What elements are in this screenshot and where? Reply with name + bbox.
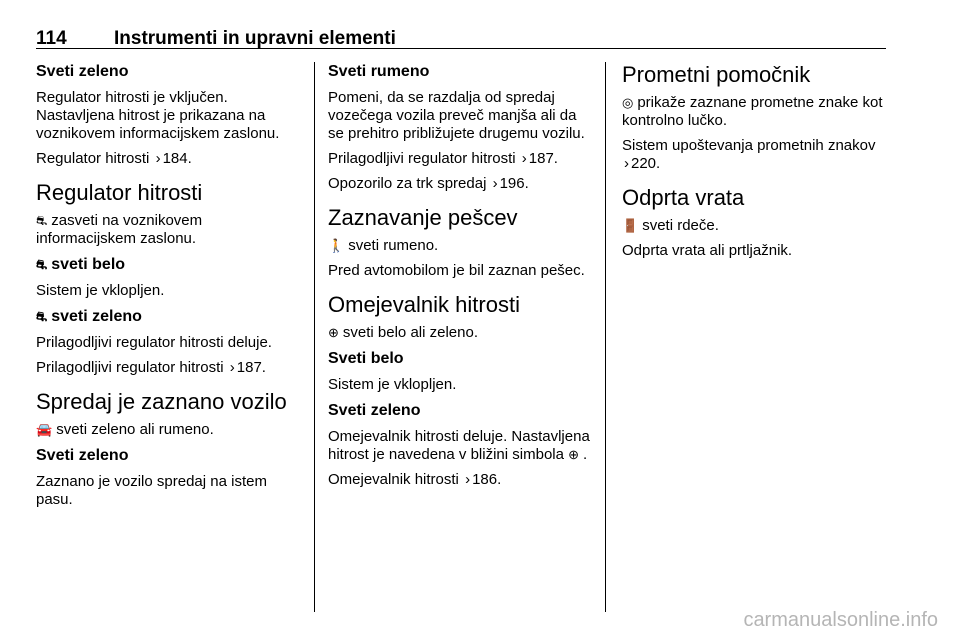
paragraph: Omejevalnik hitrosti deluje. Nastavljena hitrost je navedena v bližini simbola ⊕ . [328,428,590,463]
paragraph: Prilagodljivi regulator hitrosti deluje. [36,334,272,351]
paragraph: Zaznano je vozilo spredaj na istem pasu. [36,473,267,508]
traffic-sign-icon: ◎ [622,95,634,110]
paragraph: Opozorilo za trk spredaj › 196. [328,175,529,192]
paragraph: Sistem upoštevanja prometnih znakov › 220. [622,137,876,172]
reference-arrow-icon: › [155,150,161,167]
section-heading: Sveti belo [328,350,404,367]
watermark: carmanualsonline.info [743,609,938,631]
paragraph: Regulator hitrosti je vključen. Nastavljena hitrost je prikazana na voznikovem informacijskem zaslonu. [36,89,280,142]
paragraph: Pomeni, da se razdalja od spredaj vozečega vozila preveč manjša ali da se prehitro približujete drugemu vozilu. [328,89,585,142]
paragraph: 🚪 sveti rdeče. [622,217,719,234]
paragraph: 🚘 sveti zeleno ali rumeno. [36,421,214,438]
column-1 [36,62,298,516]
cruise-control-icon: ⛐ [36,257,48,272]
reference-arrow-icon: › [521,150,527,167]
column-2 [328,62,590,496]
paragraph: Sistem je vklopljen. [328,376,457,393]
page-number: 114 [36,28,67,49]
column-divider [605,62,606,612]
section-title: Regulator hitrosti [36,180,203,205]
paragraph: 🚶 sveti rumeno. [328,237,439,254]
section-title: Omejevalnik hitrosti [328,292,520,317]
paragraph: ⊕ sveti belo ali zeleno. [328,324,478,341]
page-header [36,14,886,49]
paragraph: Sistem je vklopljen. [36,282,165,299]
section-heading: Sveti zeleno [328,402,421,419]
vehicle-ahead-icon: 🚘 [36,422,53,437]
section-title: Prometni pomočnik [622,62,811,87]
paragraph: ◎ prikaže zaznane prometne znake kot kontrolno lučko. [622,94,883,129]
reference-arrow-icon: › [229,359,235,376]
column-3 [622,62,884,267]
section-title: Spredaj je zaznano vozilo [36,389,287,414]
speed-limiter-icon: ⊕ [568,447,580,462]
paragraph: Prilagodljivi regulator hitrosti › 187. [36,359,266,376]
reference-arrow-icon: › [624,155,629,172]
paragraph: ⛐ zasveti na voznikovem informacijskem zaslonu. [36,212,203,247]
door-open-icon: 🚪 [622,218,639,233]
section-heading: ⛐ sveti belo [36,256,126,273]
cruise-control-icon: ⛐ [36,213,48,228]
speed-limiter-icon: ⊕ [328,325,339,340]
column-divider [314,62,315,612]
paragraph: Regulator hitrosti › 184. [36,150,192,167]
section-heading: ⛐ sveti zeleno [36,308,142,325]
section-title: Odprta vrata [622,185,745,210]
page-title: Instrumenti in upravni elementi [114,28,396,49]
paragraph: Prilagodljivi regulator hitrosti › 187. [328,150,558,167]
paragraph: Odprta vrata ali prtljažnik. [622,242,793,259]
pedestrian-icon: 🚶 [328,238,345,253]
paragraph: Omejevalnik hitrosti › 186. [328,471,502,488]
section-heading: Sveti zeleno [36,63,129,80]
reference-arrow-icon: › [465,471,471,488]
cruise-control-icon: ⛐ [36,309,48,324]
section-title: Zaznavanje pešcev [328,205,518,230]
reference-arrow-icon: › [492,175,498,192]
section-heading: Sveti zeleno [36,447,129,464]
paragraph: Pred avtomobilom je bil zaznan pešec. [328,262,585,279]
section-heading: Sveti rumeno [328,63,430,80]
